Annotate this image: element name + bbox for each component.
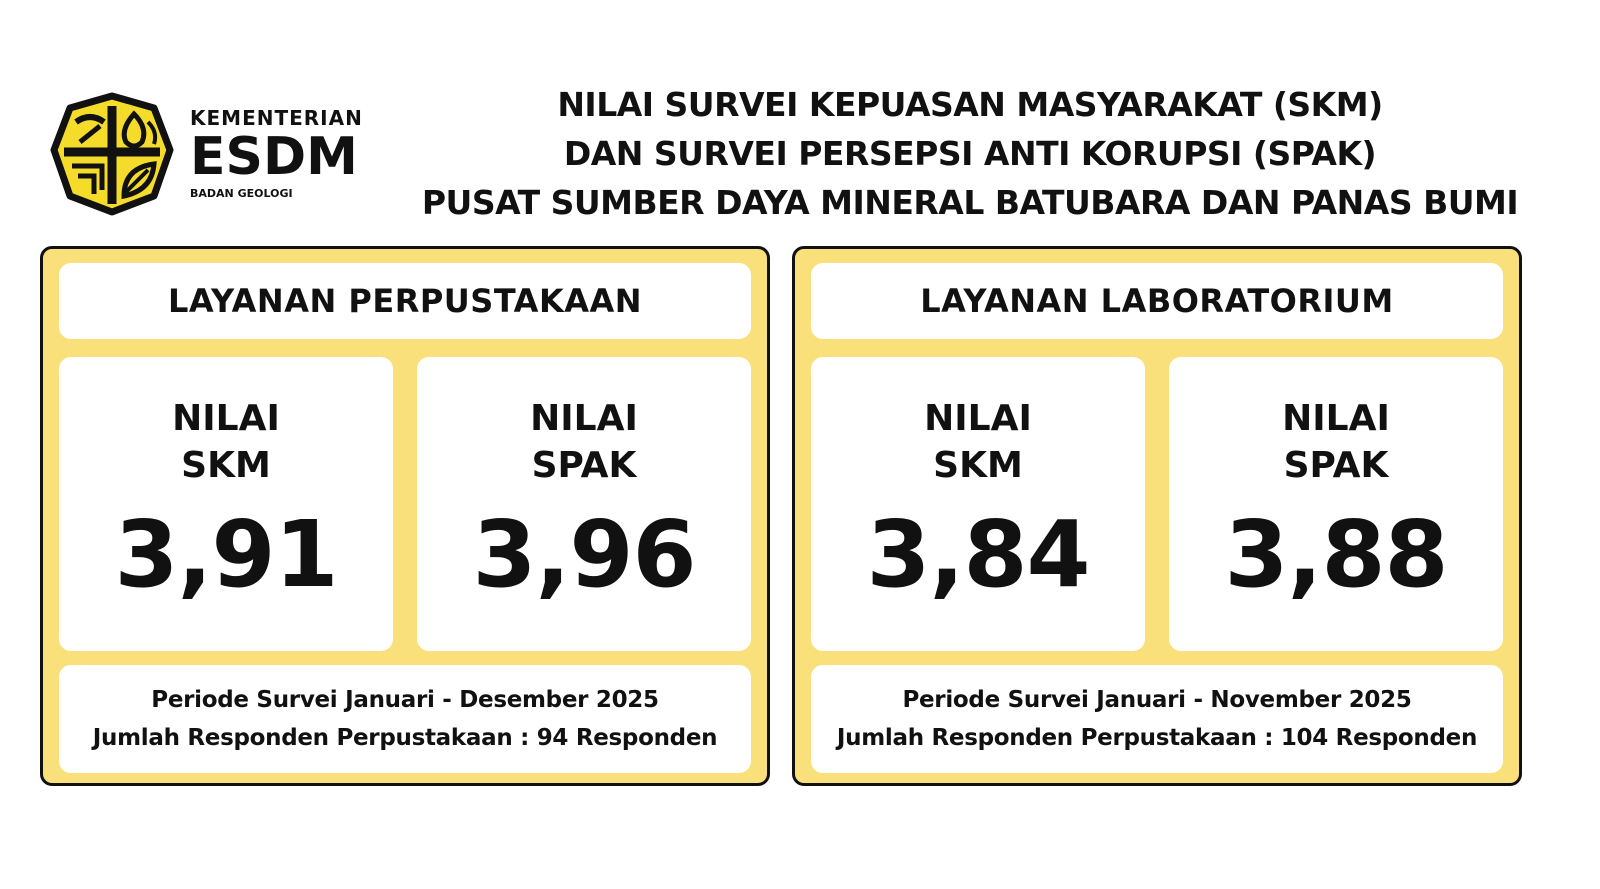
service-title-card — [59, 263, 751, 339]
score-label-line2: SPAK — [1283, 445, 1389, 486]
score-label-line1: NILAI — [924, 398, 1032, 439]
page-title — [400, 80, 1540, 227]
survey-period: Periode Survei Januari - Desember 2025 — [151, 687, 659, 713]
title-line-1: NILAI SURVEI KEPUASAN MASYARAKAT (SKM) — [557, 85, 1383, 124]
respondent-count: Jumlah Responden Perpustakaan : 94 Responden — [92, 725, 718, 751]
score-value: 3,84 — [866, 501, 1090, 608]
survey-period: Periode Survei Januari - November 2025 — [902, 687, 1412, 713]
score-label-line1: NILAI — [172, 398, 280, 439]
skm-score-card — [811, 357, 1145, 651]
score-label-line1: NILAI — [530, 398, 638, 439]
service-title: LAYANAN LABORATORIUM — [920, 282, 1394, 320]
service-title-card — [811, 263, 1503, 339]
score-label-line2: SPAK — [531, 445, 637, 486]
spak-score-card — [1169, 357, 1503, 651]
esdm-emblem-icon — [50, 92, 174, 216]
score-value: 3,88 — [1224, 501, 1448, 608]
respondent-count: Jumlah Responden Perpustakaan : 104 Responden — [836, 725, 1478, 751]
survey-info-card — [811, 665, 1503, 773]
score-value: 3,91 — [114, 501, 338, 608]
score-label-line1: NILAI — [1282, 398, 1390, 439]
title-line-2: DAN SURVEI PERSEPSI ANTI KORUPSI (SPAK) — [563, 134, 1377, 173]
skm-score-card — [59, 357, 393, 651]
score-label-line2: SKM — [181, 445, 271, 486]
service-panel-perpustakaan — [40, 246, 770, 786]
title-line-3: PUSAT SUMBER DAYA MINERAL BATUBARA DAN PANAS BUMI — [421, 183, 1519, 222]
logo-esdm-wordmark: ESDM — [190, 127, 358, 187]
logo-ministry-label: KEMENTERIAN — [190, 106, 363, 130]
service-panel-laboratorium — [792, 246, 1522, 786]
ministry-logo — [50, 88, 370, 218]
survey-info-card — [59, 665, 751, 773]
score-label-line2: SKM — [933, 445, 1023, 486]
score-value: 3,96 — [472, 501, 696, 608]
logo-agency-label: BADAN GEOLOGI — [190, 187, 293, 200]
service-title: LAYANAN PERPUSTAKAAN — [167, 282, 643, 320]
spak-score-card — [417, 357, 751, 651]
